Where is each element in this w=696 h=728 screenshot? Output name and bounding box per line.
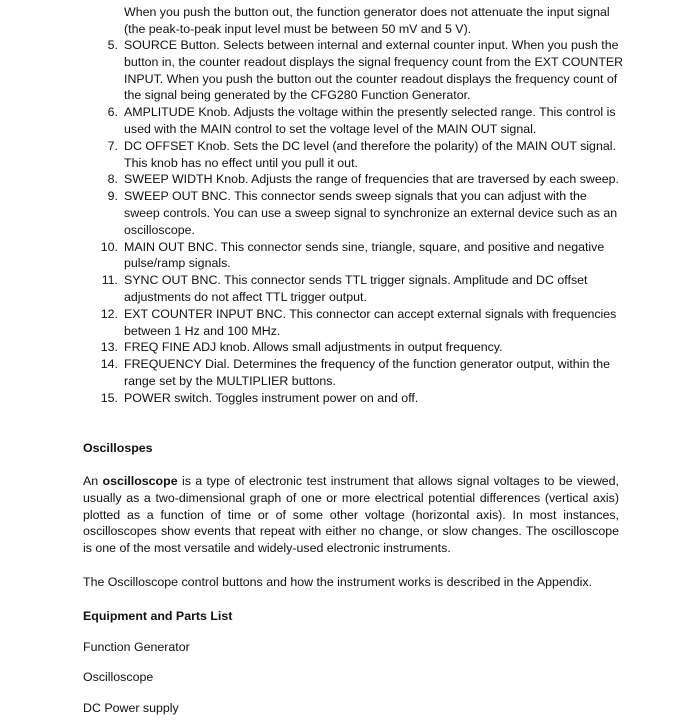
- list-item-text: FREQUENCY Dial. Determines the frequency of the function generator output, within the range set by the MULTIPLIER buttons.: [124, 357, 611, 388]
- list-item: [0, 356, 624, 390]
- paragraph-body: is a type of electronic test instrument that allows signal voltages to be viewed, usually as a two-dimensional graph of one or more electrical potential differences (vertical axis) plotted as a function of time or of some other voltage (horizontal axis). In most instances, oscilloscopes show events that repeat with either no change, or slow changes. The oscilloscope is one of the most versatile and widely-used electronic instruments.: [83, 474, 619, 556]
- oscilloscope-heading: Oscillospes: [83, 441, 153, 455]
- list-item: [0, 339, 624, 356]
- list-item-text: SWEEP WIDTH Knob. Adjusts the range of frequencies that are traversed by each sweep.: [124, 172, 619, 187]
- paragraph-prefix: An: [83, 474, 103, 488]
- list-item: [0, 306, 624, 340]
- list-item: [0, 138, 624, 172]
- list-item: [0, 37, 624, 104]
- intro-paragraph: When you push the button out, the function generator does not attenuate the input signal (the peak-to-peak input level must be between 50 mV and 5 V).: [124, 5, 610, 36]
- list-item-text: DC OFFSET Knob. Sets the DC level (and therefore the polarity) of the MAIN OUT signal. This knob has no effect until you pull it out.: [124, 138, 616, 170]
- list-item-number: 14.: [100, 357, 118, 372]
- list-item-number: 15.: [100, 390, 118, 405]
- equipment-item-oscilloscope: Oscilloscope: [83, 670, 154, 684]
- list-item: [0, 239, 624, 273]
- list-item-number: 5.: [107, 38, 118, 52]
- list-item-text: POWER switch. Toggles instrument power on and off.: [124, 390, 419, 405]
- list-item: [0, 104, 624, 138]
- equipment-item-dc-power-supply: DC Power supply: [83, 701, 179, 715]
- list-item-text: SOURCE Button. Selects between internal and external counter input. When you push the button in, the counter readout displays the signal frequency count from the EXT COUNTER INPUT. When you push the button out the counter readout displays the frequency count of the signal being generated by the CFG280 Function Generator.: [124, 38, 624, 103]
- list-item-number: 12.: [100, 306, 118, 321]
- oscilloscope-term: oscilloscope: [102, 474, 178, 488]
- oscilloscope-paragraph: [83, 473, 619, 557]
- list-item-text: AMPLITUDE Knob. Adjusts the voltage within the presently selected range. This control is used with the MAIN control to set the voltage level of the MAIN OUT signal.: [124, 105, 616, 136]
- list-item: [0, 171, 624, 188]
- list-item-number: 13.: [100, 340, 118, 355]
- list-item-text: SWEEP OUT BNC. This connector sends sweep signals that you can adjust with the sweep controls. You can use a sweep signal to synchronize an external device such as an oscilloscope.: [124, 189, 618, 237]
- list-item: [0, 272, 624, 306]
- list-item-number: 10.: [100, 239, 118, 254]
- appendix-note: The Oscilloscope control buttons and how the instrument works is described in the Appendix.: [83, 575, 592, 589]
- list-item-text: MAIN OUT BNC. This connector sends sine, triangle, square, and positive and negative pulse/ramp signals.: [124, 239, 605, 271]
- list-item-number: 8.: [107, 172, 118, 187]
- equipment-item-function-generator: Function Generator: [83, 640, 190, 654]
- list-item: [0, 188, 624, 238]
- list-item-number: 6.: [107, 105, 118, 120]
- list-item-number: 7.: [107, 138, 118, 153]
- list-item: [0, 390, 624, 407]
- list-item-text: EXT COUNTER INPUT BNC. This connector can accept external signals with frequencies between 1 Hz and 100 MHz.: [124, 306, 617, 338]
- controls-list: [0, 37, 696, 407]
- list-item-number: 9.: [107, 189, 118, 204]
- list-item-text: FREQ FINE ADJ knob. Allows small adjustments in output frequency.: [124, 340, 503, 355]
- equipment-heading: Equipment and Parts List: [83, 609, 233, 623]
- list-item-number: 11.: [101, 273, 118, 288]
- list-item-text: SYNC OUT BNC. This connector sends TTL trigger signals. Amplitude and DC offset adjustments do not affect TTL trigger output.: [124, 273, 588, 304]
